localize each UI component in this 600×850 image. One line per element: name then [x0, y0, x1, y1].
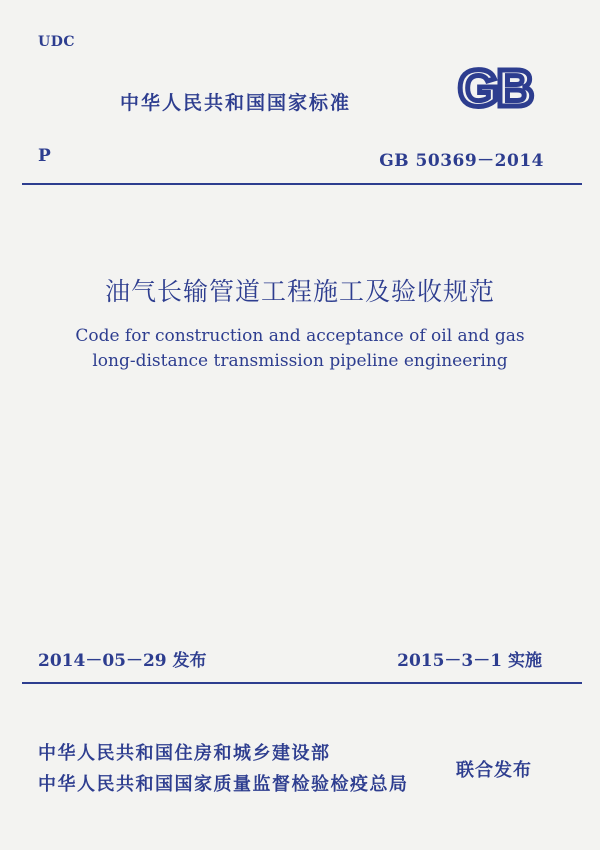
joint-release-label: 联合发布 [456, 760, 532, 781]
category-label: P [38, 146, 51, 166]
publishers [38, 738, 409, 800]
bottom-divider [22, 682, 582, 684]
publisher-2: 中华人民共和国国家质量监督检验检疫总局 [38, 774, 409, 795]
top-divider [22, 183, 582, 185]
issue-date: 2014－05－29 发布 [38, 651, 207, 671]
udc-label: UDC [38, 34, 75, 50]
standard-number: GB 50369－2014 [379, 151, 544, 171]
title-english [0, 324, 600, 374]
title-english-line1: Code for construction and acceptance of oil and gas [75, 326, 525, 346]
gb-logo-text: GB [458, 60, 532, 112]
gb-logo [440, 60, 550, 112]
title-chinese: 油气长输管道工程施工及验收规范 [104, 277, 495, 306]
title-english-line2: long-distance transmission pipeline engineering [92, 351, 508, 371]
publisher-1: 中华人民共和国住房和城乡建设部 [38, 743, 331, 764]
national-standard-heading: 中华人民共和国国家标准 [120, 92, 352, 114]
effective-date: 2015－3－1 实施 [397, 651, 542, 671]
